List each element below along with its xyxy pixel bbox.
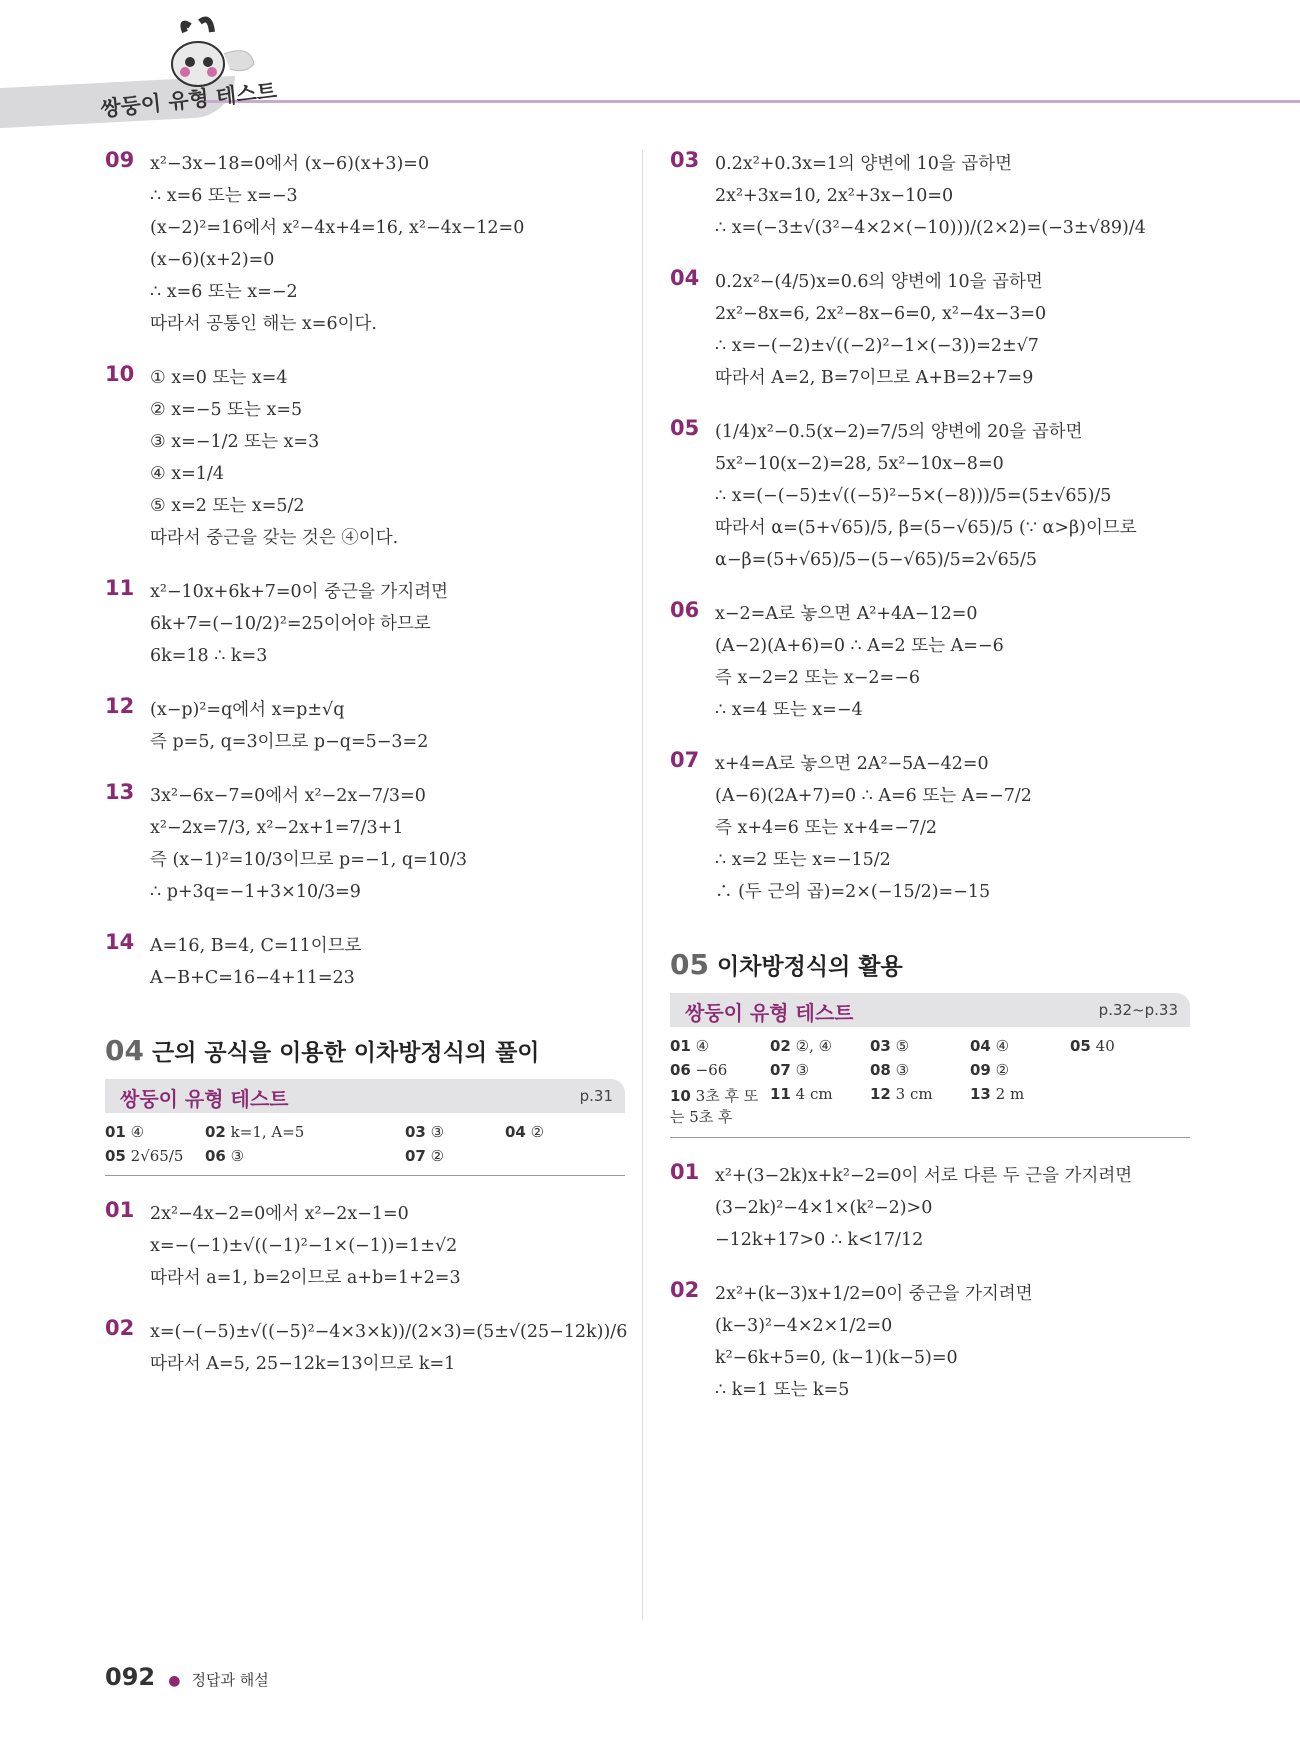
section-04-title: 04 근의 공식을 이용한 이차방정식의 풀이 <box>105 1034 540 1067</box>
solution-line: 2x²−4x−2=0에서 x²−2x−1=0 <box>150 1204 409 1224</box>
problem-03 <box>670 148 1190 244</box>
solution-line: (A−2)(A+6)=0 ∴ A=2 또는 A=−6 <box>715 636 1004 656</box>
problem-01 <box>105 1198 625 1294</box>
solution-line: 0.2x²−(4/5)x=0.6의 양변에 10을 곱하면 <box>715 272 1043 292</box>
problem-number: 13 <box>105 780 135 804</box>
problem-number: 12 <box>105 694 135 718</box>
solution-line: 즉 x+4=6 또는 x+4=−7/2 <box>715 818 938 838</box>
problem-11 <box>105 576 625 672</box>
answer-item: 09 ② <box>970 1061 1010 1079</box>
answer-item: 06 −66 <box>670 1061 728 1079</box>
problem-10 <box>105 362 625 554</box>
column-divider <box>642 150 643 1620</box>
solution-line: ∴ x=2 또는 x=−15/2 <box>715 850 891 870</box>
answer-item: 13 2 m <box>970 1085 1025 1103</box>
solution-line: 0.2x²+0.3x=1의 양변에 10을 곱하면 <box>715 154 1013 174</box>
solution-line: k²−6k+5=0, (k−1)(k−5)=0 <box>715 1348 958 1368</box>
solution-line: ① x=0 또는 x=4 <box>150 368 288 388</box>
header-title: 쌍둥이 유형 테스트 <box>99 78 278 122</box>
answer-item: 07 ③ <box>770 1061 810 1079</box>
problem-02 <box>105 1316 628 1380</box>
solution-line: x²+(3−2k)x+k²−2=0이 서로 다른 두 근을 가지려면 <box>715 1166 1133 1186</box>
solution-line: ∴ (두 근의 곱)=2×(−15/2)=−15 <box>715 882 991 902</box>
solution-line: −12k+17>0 ∴ k<17/12 <box>715 1230 924 1250</box>
solution-line: ③ x=−1/2 또는 x=3 <box>150 432 320 452</box>
solution-line: ∴ k=1 또는 k=5 <box>715 1380 850 1400</box>
section-04-answers <box>105 1113 625 1176</box>
problem-13 <box>105 780 625 908</box>
problem-number: 01 <box>105 1198 135 1222</box>
problem-number: 04 <box>670 266 700 290</box>
answer-item: 08 ③ <box>870 1061 910 1079</box>
solution-line: (x−6)(x+2)=0 <box>150 250 275 270</box>
solution-line: (x−2)²=16에서 x²−4x+4=16, x²−4x−12=0 <box>150 218 525 238</box>
solution-line: x=(−(−5)±√((−5)²−4×3×k))/(2×3)=(5±√(25−12k))/6 <box>150 1322 628 1342</box>
solution-line: A−B+C=16−4+11=23 <box>150 968 355 988</box>
solution-line: 따라서 a=1, b=2이므로 a+b=1+2=3 <box>150 1268 461 1288</box>
solution-line: (1/4)x²−0.5(x−2)=7/5의 양변에 20을 곱하면 <box>715 422 1083 442</box>
problem-02 <box>670 1278 1190 1406</box>
answer-item: 04 ④ <box>970 1037 1010 1055</box>
answer-item: 05 2√65/5 <box>105 1147 184 1165</box>
solution-line: x²−3x−18=0에서 (x−6)(x+3)=0 <box>150 154 430 174</box>
solution-line: 5x²−10(x−2)=28, 5x²−10x−8=0 <box>715 454 1004 474</box>
solution-line: ∴ x=(−3±√(3²−4×2×(−10)))/(2×2)=(−3±√89)/4 <box>715 218 1146 238</box>
page-footer <box>105 1663 269 1691</box>
bullet-icon: ● <box>168 1673 181 1689</box>
solution-line: (3−2k)²−4×1×(k²−2)>0 <box>715 1198 933 1218</box>
solution-line: ∴ x=6 또는 x=−3 <box>150 186 298 206</box>
footer-label: 정답과 해설 <box>191 1671 269 1689</box>
solution-line: 따라서 A=2, B=7이므로 A+B=2+7=9 <box>715 368 1034 388</box>
solution-line: x²−2x=7/3, x²−2x+1=7/3+1 <box>150 818 404 838</box>
problem-number: 03 <box>670 148 700 172</box>
answer-item: 06 ③ <box>205 1147 245 1165</box>
problem-number: 10 <box>105 362 135 386</box>
solution-line: (A−6)(2A+7)=0 ∴ A=6 또는 A=−7/2 <box>715 786 1032 806</box>
solution-line: ∴ x=6 또는 x=−2 <box>150 282 298 302</box>
section-05-band: 쌍둥이 유형 테스트 p.32~p.33 <box>670 993 1190 1027</box>
solution-line: 2x²+3x=10, 2x²+3x−10=0 <box>715 186 954 206</box>
solution-line: (k−3)²−4×2×1/2=0 <box>715 1316 893 1336</box>
solution-line: ② x=−5 또는 x=5 <box>150 400 303 420</box>
answer-item <box>1070 1061 1170 1079</box>
problem-number: 14 <box>105 930 135 954</box>
problem-number: 11 <box>105 576 135 600</box>
solution-line: A=16, B=4, C=11이므로 <box>150 936 362 956</box>
problem-06 <box>670 598 1190 726</box>
solution-line: 즉 (x−1)²=10/3이므로 p=−1, q=10/3 <box>150 850 467 870</box>
answer-item: 12 3 cm <box>870 1085 933 1103</box>
section-04-band: 쌍둥이 유형 테스트 p.31 <box>105 1079 625 1113</box>
solution-line: 즉 x−2=2 또는 x−2=−6 <box>715 668 920 688</box>
left-column <box>105 148 628 1402</box>
solution-line: 6k+7=(−10/2)²=25이어야 하므로 <box>150 614 431 634</box>
problem-number: 09 <box>105 148 135 172</box>
solution-line: ∴ x=−(−2)±√((−2)²−1×(−3))=2±√7 <box>715 336 1039 356</box>
solution-line: 6k=18 ∴ k=3 <box>150 646 268 666</box>
problem-number: 06 <box>670 598 700 622</box>
solution-line: 2x²+(k−3)x+1/2=0이 중근을 가지려면 <box>715 1284 1033 1304</box>
problem-number: 07 <box>670 748 700 772</box>
problem-number: 01 <box>670 1160 700 1184</box>
solution-line: x−2=A로 놓으면 A²+4A−12=0 <box>715 604 978 624</box>
problem-01 <box>670 1160 1190 1256</box>
page-number: 092 <box>105 1663 156 1691</box>
solution-line: ∴ p+3q=−1+3×10/3=9 <box>150 882 361 902</box>
solution-line: 3x²−6x−7=0에서 x²−2x−7/3=0 <box>150 786 426 806</box>
answer-item: 01 ④ <box>670 1037 710 1055</box>
answer-item: 11 4 cm <box>770 1085 833 1103</box>
problem-04 <box>670 266 1190 394</box>
answer-item: 02 k=1, A=5 <box>205 1123 305 1141</box>
header-rule <box>200 100 1300 103</box>
solution-line: (x−p)²=q에서 x=p±√q <box>150 700 345 720</box>
section-05-answers <box>670 1027 1190 1138</box>
problem-number: 02 <box>105 1316 135 1340</box>
answer-item: 02 ②, ④ <box>770 1037 833 1055</box>
problem-12 <box>105 694 625 758</box>
section-05-title: 05 이차방정식의 활용 <box>670 948 903 981</box>
solution-line: 따라서 α=(5+√65)/5, β=(5−√65)/5 (∵ α>β)이므로 <box>715 518 1137 538</box>
problem-09 <box>105 148 625 340</box>
problem-number: 05 <box>670 416 700 440</box>
solution-line: 따라서 A=5, 25−12k=13이므로 k=1 <box>150 1354 456 1374</box>
problem-14 <box>105 930 625 994</box>
answer-item: 04 ② <box>505 1123 545 1141</box>
solution-line: x²−10x+6k+7=0이 중근을 가지려면 <box>150 582 449 602</box>
solution-line: 즉 p=5, q=3이므로 p−q=5−3=2 <box>150 732 429 752</box>
solution-line: ⑤ x=2 또는 x=5/2 <box>150 496 305 516</box>
solution-line: 따라서 공통인 해는 x=6이다. <box>150 314 377 334</box>
problem-number: 02 <box>670 1278 700 1302</box>
solution-line: x+4=A로 놓으면 2A²−5A−42=0 <box>715 754 989 774</box>
problem-07 <box>670 748 1190 908</box>
solution-line: x=−(−1)±√((−1)²−1×(−1))=1±√2 <box>150 1236 458 1256</box>
problem-05 <box>670 416 1190 576</box>
solution-line: ∴ x=4 또는 x=−4 <box>715 700 863 720</box>
answer-item: 07 ② <box>405 1147 445 1165</box>
answer-item: 05 40 <box>1070 1037 1115 1055</box>
answer-item: 01 ④ <box>105 1123 145 1141</box>
solution-line: ④ x=1/4 <box>150 464 224 484</box>
answer-item: 03 ⑤ <box>870 1037 910 1055</box>
solution-line: 따라서 중근을 갖는 것은 ④이다. <box>150 528 399 548</box>
solution-line: 2x²−8x=6, 2x²−8x−6=0, x²−4x−3=0 <box>715 304 1047 324</box>
solution-line: α−β=(5+√65)/5−(5−√65)/5=2√65/5 <box>715 550 1037 570</box>
answer-item: 03 ③ <box>405 1123 445 1141</box>
answer-item: 10 3초 후 또는 5초 후 <box>670 1087 759 1126</box>
solution-line: ∴ x=(−(−5)±√((−5)²−5×(−8)))/5=(5±√65)/5 <box>715 486 1112 506</box>
right-column <box>670 148 1190 1428</box>
